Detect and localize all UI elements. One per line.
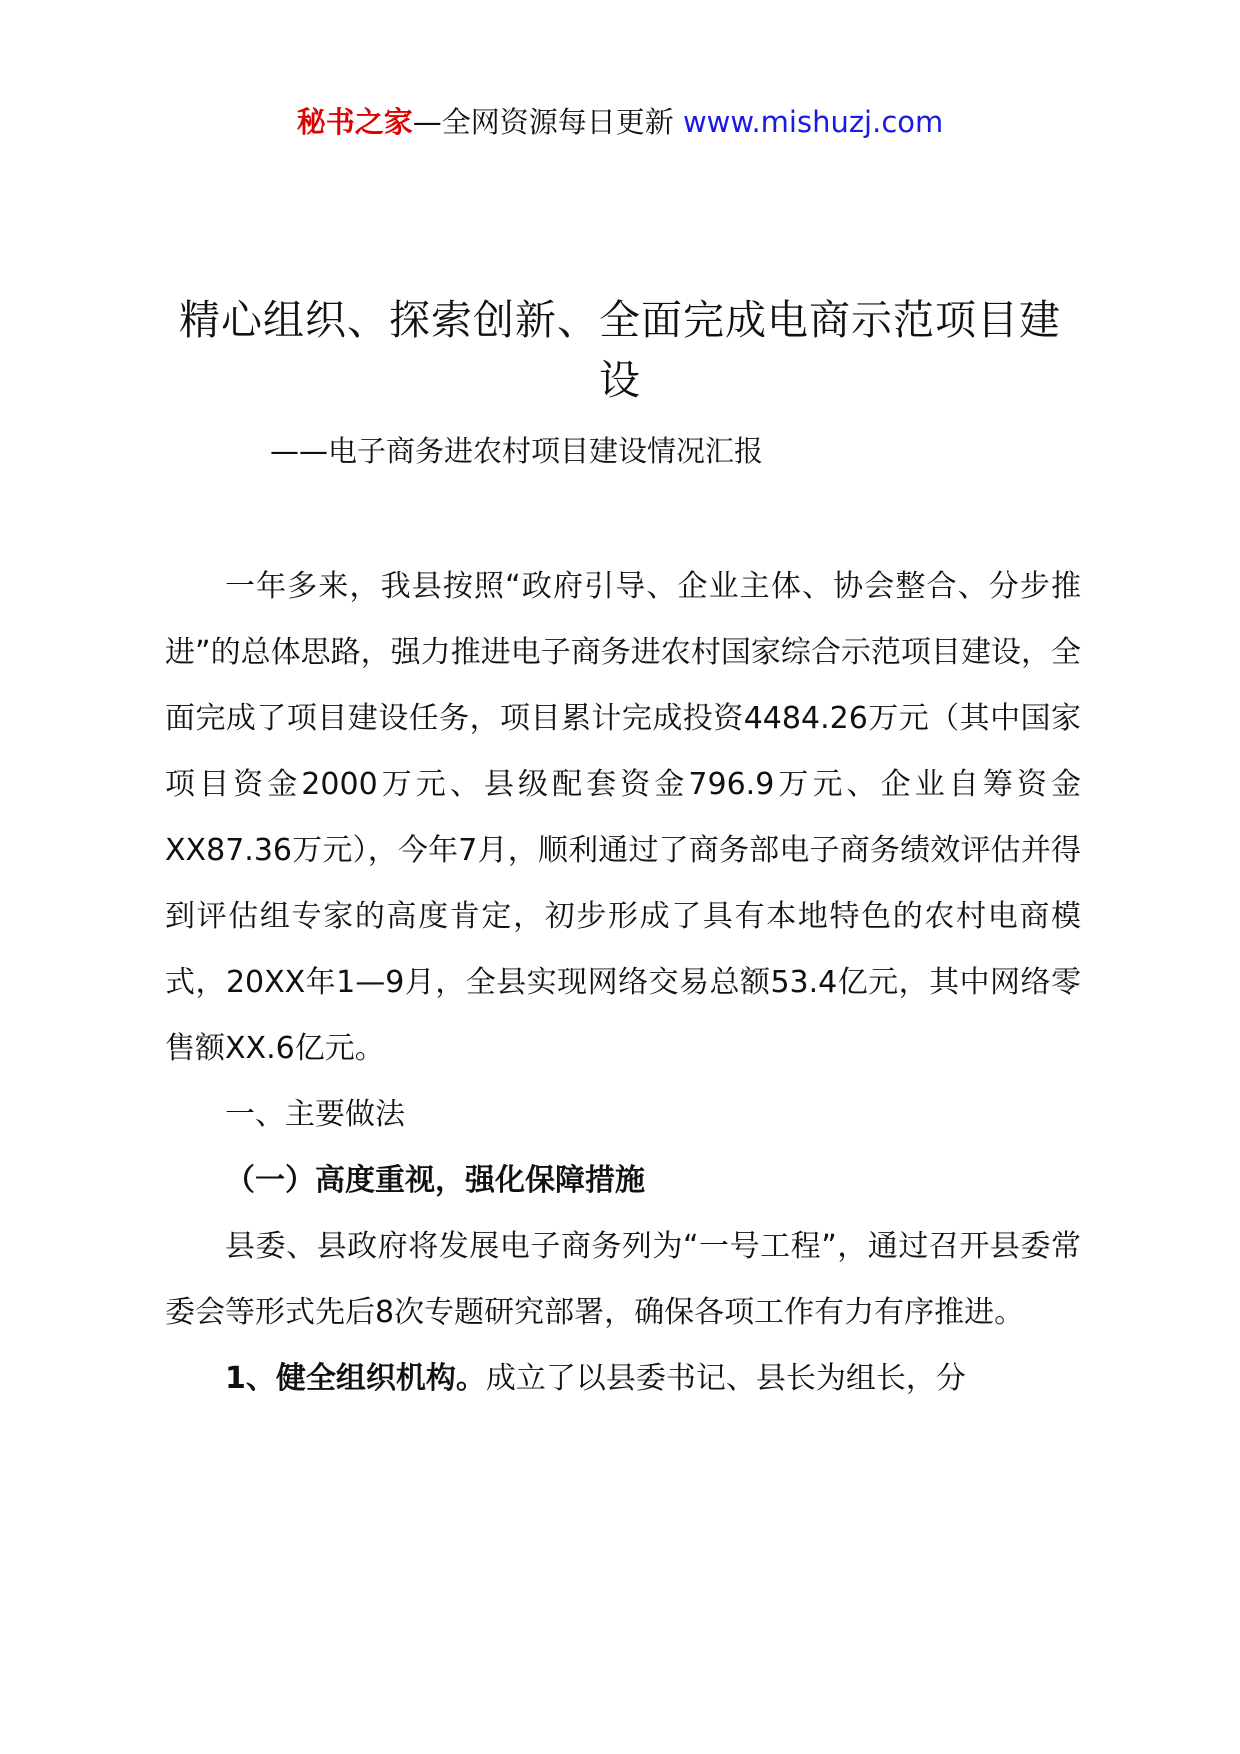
item-text: 成立了以县委书记、县长为组长，分 — [485, 1361, 966, 1396]
subsection-heading: （一）高度重视，强化保障措施 — [225, 1163, 645, 1198]
site-url[interactable]: www.mishuzj.com — [682, 105, 944, 139]
site-tagline: —全网资源每日更新 — [412, 105, 674, 139]
item-paragraph — [165, 1346, 1081, 1412]
document-subtitle: ——电子商务进农村项目建设情况汇报 — [270, 434, 764, 468]
document-title: 精心组织、探索创新、全面完成电商示范项目建设 — [179, 296, 1061, 404]
section-heading: 一、主要做法 — [225, 1097, 405, 1132]
subsection-paragraph: 县委、县政府将发展电子商务列为“一号工程”，通过召开县委常委会等形式先后8次专题研究部署，确保各项工作有力有序推进。 — [165, 1229, 1081, 1330]
intro-paragraph: 一年多来，我县按照“政府引导、企业主体、协会整合、分步推进”的总体思路，强力推进电子商务进农村国家综合示范项目建设，全面完成了项目建设任务，项目累计完成投资4484.26万元（其中国家项目资金2000万元、县级配套资金796.9万元、企业自筹资金XX87.36万元），今年7月，顺利通过了商务部电子商务绩效评估并得到评估组专家的高度肯定，初步形成了具有本地特色的农村电商模式，20XX年1—9月，全县实现网络交易总额53.4亿元，其中网络零售额XX.6亿元。 — [165, 569, 1081, 1066]
document-body — [165, 554, 1081, 1412]
site-brand: 秘书之家 — [296, 105, 413, 139]
site-header — [0, 100, 1240, 144]
item-lead: 1、健全组织机构。 — [225, 1361, 486, 1396]
